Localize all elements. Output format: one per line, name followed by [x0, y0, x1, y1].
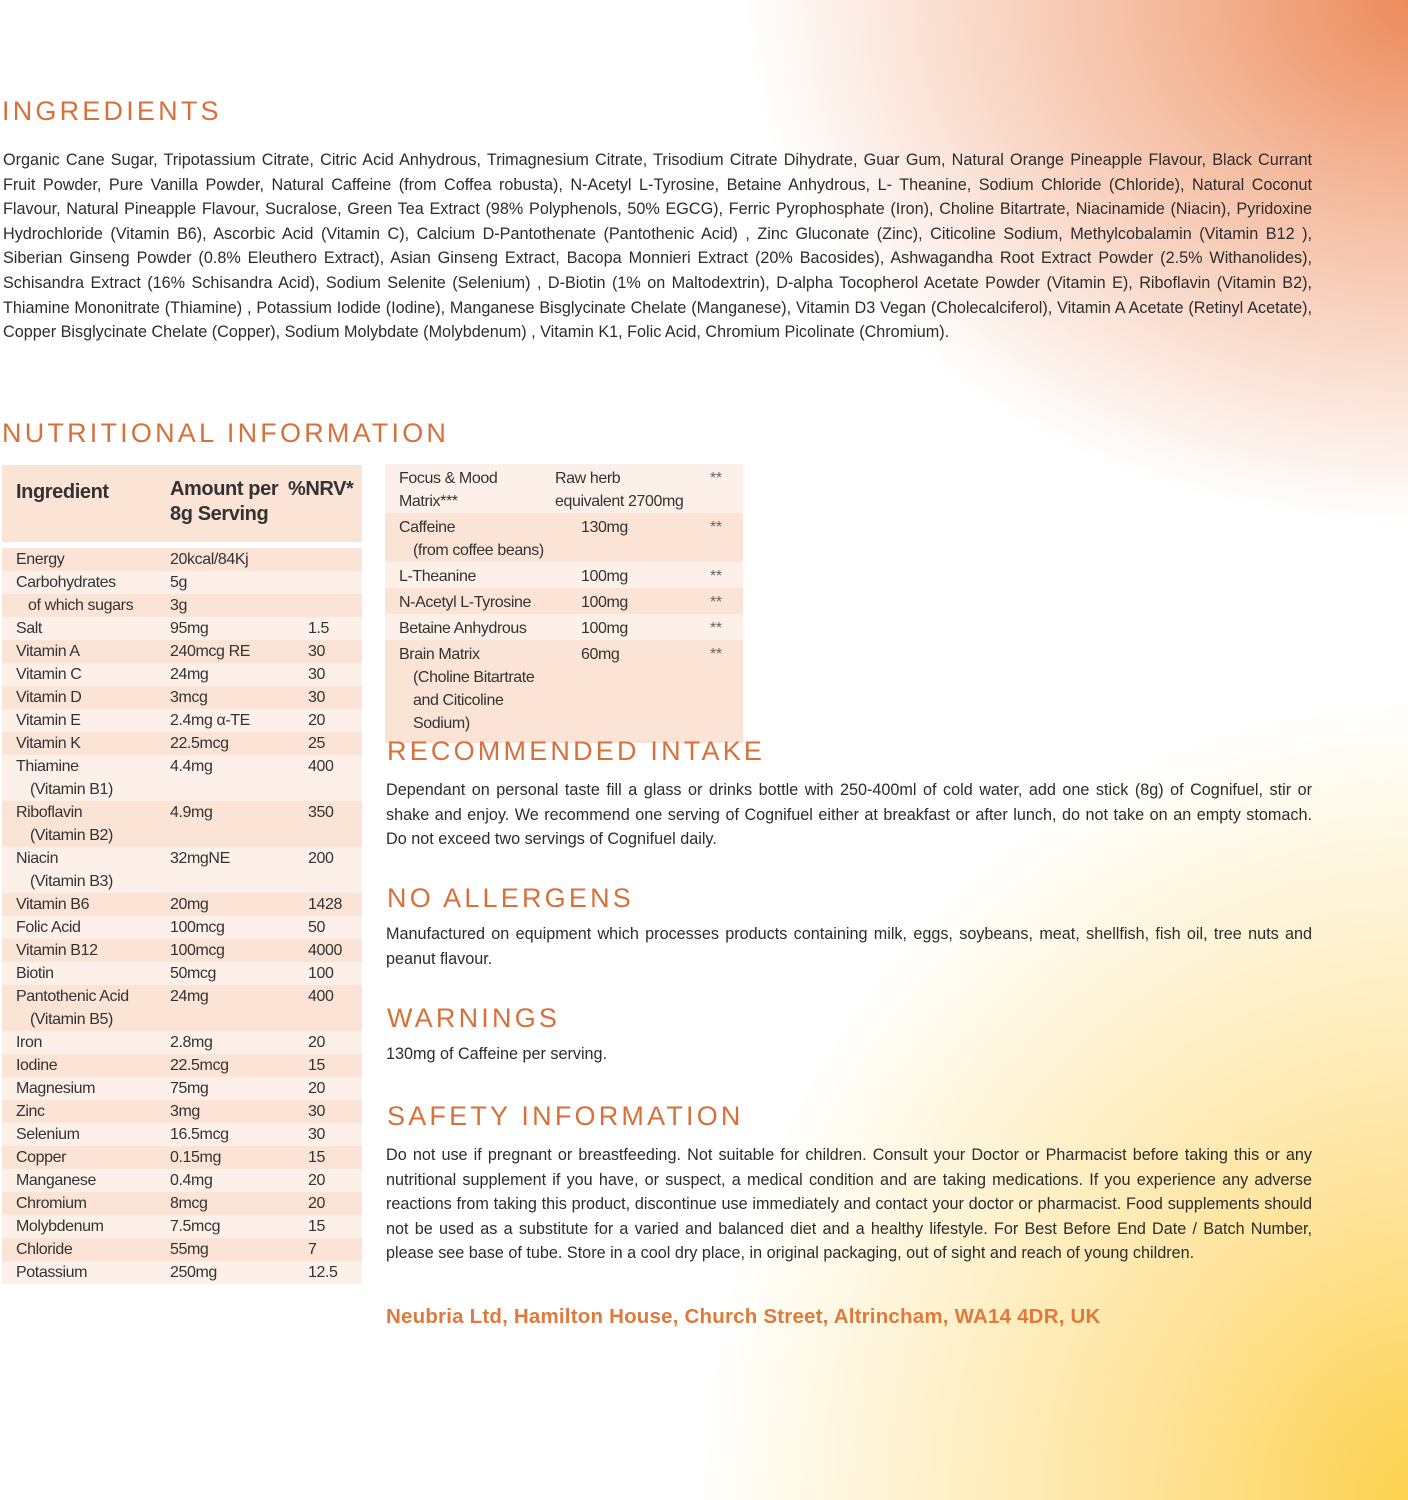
intake-heading: RECOMMENDED INTAKE	[387, 736, 766, 766]
table-cell	[2, 985, 170, 1031]
safety-heading: SAFETY INFORMATION	[387, 1101, 744, 1131]
table-cell	[385, 640, 555, 743]
nutrient-name: Molybdenum	[16, 1218, 104, 1235]
nutrient-name: Selenium	[16, 1126, 80, 1143]
table-cell: 3g	[170, 594, 288, 617]
table-cell: 20	[288, 709, 362, 732]
table-row	[2, 755, 362, 801]
matrix-amount: 60mg	[581, 646, 620, 663]
matrix-row	[385, 614, 743, 640]
nutrient-name: Vitamin B6	[16, 896, 90, 913]
table-cell: 22.5mcg	[170, 732, 288, 755]
table-cell: 30	[288, 640, 362, 663]
table-cell: **	[700, 464, 743, 513]
nutrient-name: Copper	[16, 1149, 67, 1166]
ingredients-heading: INGREDIENTS	[2, 96, 222, 126]
nutrient-name: Potassium	[16, 1264, 88, 1281]
table-cell: 1428	[288, 893, 362, 916]
table-row	[2, 847, 362, 893]
table-cell: 7	[288, 1238, 362, 1261]
table-cell	[2, 847, 170, 893]
table-cell	[2, 1261, 170, 1284]
table-cell: 50	[288, 916, 362, 939]
table-row	[2, 640, 362, 663]
table-cell	[555, 562, 700, 588]
table-cell: 32mgNE	[170, 847, 288, 893]
table-cell	[385, 588, 555, 614]
table-row	[2, 1215, 362, 1238]
table-cell: 12.5	[288, 1261, 362, 1284]
table-row	[2, 594, 362, 617]
table-cell: 20	[288, 1031, 362, 1054]
table-row	[2, 1054, 362, 1077]
matrix-amount: Raw herb	[555, 470, 621, 487]
table-cell: 5g	[170, 571, 288, 594]
table-cell: 2.8mg	[170, 1031, 288, 1054]
nutrient-subname: (Vitamin B1)	[30, 781, 113, 798]
table-row	[2, 1077, 362, 1100]
table-cell: 30	[288, 686, 362, 709]
table-cell: 50mcg	[170, 962, 288, 985]
table-cell: 200	[288, 847, 362, 893]
table-cell	[2, 571, 170, 594]
table-cell: 100mcg	[170, 916, 288, 939]
table-cell: 4000	[288, 939, 362, 962]
table-cell: **	[700, 513, 743, 562]
table-cell	[2, 709, 170, 732]
nutrient-name: Iron	[16, 1034, 42, 1051]
table-cell: 250mg	[170, 1261, 288, 1284]
nutrient-name: Vitamin D	[16, 689, 82, 706]
company-address: Neubria Ltd, Hamilton House, Church Street, Altrincham, WA14 4DR, UK	[386, 1305, 1101, 1328]
table-cell	[2, 594, 170, 617]
table-row	[2, 939, 362, 962]
nutrient-subname: (Vitamin B5)	[30, 1011, 113, 1028]
table-cell: 7.5mcg	[170, 1215, 288, 1238]
table-cell	[385, 513, 555, 562]
table-cell: 0.4mg	[170, 1169, 288, 1192]
table-cell: 24mg	[170, 985, 288, 1031]
matrix-amount: 130mg	[581, 519, 628, 536]
table-cell	[2, 617, 170, 640]
table-cell: %NRV*	[288, 465, 362, 542]
table-cell: Amount per 8g Serving	[170, 465, 288, 542]
matrix-subname: and Citicoline Sodium)	[413, 692, 504, 732]
table-cell	[2, 916, 170, 939]
matrix-amount: 100mg	[581, 620, 628, 637]
table-header	[2, 465, 362, 542]
table-row	[2, 732, 362, 755]
intake-text: Dependant on personal taste fill a glass or drinks bottle with 250-400ml of cold water, add one stick (8g) of Cognifuel, stir or shake and enjoy. We recommend one serving of Cognifuel either at breakfast or after lunch, do not take on an empty stomach. Do not exceed two servings of Cognifuel daily.	[386, 781, 1312, 849]
warnings-text: 130mg of Caffeine per serving.	[386, 1045, 608, 1063]
table-cell: 95mg	[170, 617, 288, 640]
table-cell: **	[700, 562, 743, 588]
table-cell: 4.4mg	[170, 755, 288, 801]
nutrient-name: Thiamine	[16, 758, 79, 775]
table-cell	[2, 1100, 170, 1123]
nutrient-name: Zinc	[16, 1103, 45, 1120]
table-cell	[555, 614, 700, 640]
nutrient-name: Vitamin A	[16, 643, 80, 660]
table-cell: 15	[288, 1215, 362, 1238]
table-cell: **	[700, 614, 743, 640]
table-row	[2, 617, 362, 640]
nutrient-name: Folic Acid	[16, 919, 81, 936]
table-cell: 20kcal/84Kj	[170, 548, 288, 571]
nutrition-table	[2, 465, 362, 1284]
table-cell	[2, 801, 170, 847]
table-cell	[2, 1054, 170, 1077]
nutrient-name: Riboflavin	[16, 804, 83, 821]
table-cell: 25	[288, 732, 362, 755]
matrix-name: Focus & Mood	[399, 470, 498, 487]
table-cell	[2, 1031, 170, 1054]
ingredients-text: Organic Cane Sugar, Tripotassium Citrate, Citric Acid Anhydrous, Trimagnesium Citrate, Trisodium Citrate Dihydrate, Guar Gum, Natural Orange Pineapple Flavour, Black Currant Fruit Powder, Pure Vanilla Powder, Natural Caffeine (from Coffea robusta), N-Acetyl L-Tyrosine, Betaine Anhydrous, L- Theanine, Sodium Chloride (Chloride), Natural Coconut Flavour, Natural Pineapple Flavour, Sucralose, Green Tea Extract (98% Polyphenols, 50% EGCG), Ferric Pyrophosphate (Iron), Choline Bitartrate, Niacinamide (Niacin), Pyridoxine Hydrochloride (Vitamin B6), Ascorbic Acid (Vitamin C), Calcium D-Pantothenate (Pantothenic Acid) , Zinc Gluconate (Zinc), Citicoline Sodium, Methylcobalamin (Vitamin B12 ), Siberian Ginseng Powder (0.8% Eleuthero Extract), Asian Ginseng Extract, Bacopa Monnieri Extract (20% Bacosides), Ashwagandha Root Extract Powder (2.5% Withanolides), Schisandra Extract (16% Schisandra Acid), Sodium Selenite (Selenium) , D-Biotin (1% on Maltodextrin), D-alpha Tocopherol Acetate Powder (Vitamin E), Riboflavin (Vitamin B2), Thiamine Mononitrate (Thiamine) , Potassium Iodide (Iodine), Manganese Bisglycinate Chelate (Manganese), Vitamin D3 Vegan (Cholecalciferol), Vitamin A Acetate (Retinyl Acetate), Copper Bisglycinate Chelate (Copper), Sodium Molybdate (Molybdenum) , Vitamin K1, Folic Acid, Chromium Picolinate (Chromium).	[3, 151, 1312, 342]
nutrient-name: Niacin	[16, 850, 59, 867]
table-cell	[2, 1146, 170, 1169]
matrix-row	[385, 513, 743, 562]
matrix-row	[385, 640, 743, 743]
table-cell: **	[700, 640, 743, 743]
table-cell	[2, 962, 170, 985]
table-row	[2, 1031, 362, 1054]
table-cell: 1.5	[288, 617, 362, 640]
matrix-amount: equivalent 2700mg	[555, 493, 684, 510]
table-cell: 20	[288, 1169, 362, 1192]
matrix-row	[385, 562, 743, 588]
table-cell: 22.5mcg	[170, 1054, 288, 1077]
table-row	[2, 571, 362, 594]
table-cell	[288, 594, 362, 617]
table-cell: 75mg	[170, 1077, 288, 1100]
table-cell: 20	[288, 1192, 362, 1215]
matrix-subname: (Choline Bitartrate	[413, 669, 535, 686]
matrix-subname: Matrix***	[399, 493, 458, 510]
table-row	[2, 985, 362, 1031]
table-cell: 20	[288, 1077, 362, 1100]
table-row	[2, 1123, 362, 1146]
nutrient-name: Vitamin K	[16, 735, 81, 752]
table-row	[2, 1238, 362, 1261]
nutrient-name: of which sugars	[28, 597, 134, 614]
matrix-row	[385, 464, 743, 513]
table-cell: 20mg	[170, 893, 288, 916]
table-cell: 3mg	[170, 1100, 288, 1123]
table-cell	[385, 464, 555, 513]
table-row	[2, 548, 362, 571]
nutrient-name: Manganese	[16, 1172, 97, 1189]
matrix-name: Betaine Anhydrous	[399, 620, 527, 637]
table-cell	[2, 1169, 170, 1192]
table-cell: 100mcg	[170, 939, 288, 962]
table-cell	[2, 1215, 170, 1238]
table-cell	[2, 1192, 170, 1215]
table-cell	[385, 614, 555, 640]
matrix-subname: (from coffee beans)	[413, 542, 544, 559]
table-cell	[2, 1077, 170, 1100]
table-cell	[555, 640, 700, 743]
table-cell: 240mcg RE	[170, 640, 288, 663]
table-row	[2, 686, 362, 709]
table-cell	[288, 571, 362, 594]
table-cell: Ingredient	[2, 465, 170, 542]
table-cell	[2, 548, 170, 571]
table-row	[2, 893, 362, 916]
allergens-heading: NO ALLERGENS	[387, 883, 634, 913]
table-row	[2, 1169, 362, 1192]
matrix-name: Brain Matrix	[399, 646, 480, 663]
table-cell: 15	[288, 1054, 362, 1077]
table-row	[2, 1100, 362, 1123]
nutrient-name: Vitamin E	[16, 712, 81, 729]
table-cell	[555, 513, 700, 562]
table-cell	[2, 640, 170, 663]
nutrient-name: Magnesium	[16, 1080, 96, 1097]
table-cell	[2, 893, 170, 916]
nutrient-name: Iodine	[16, 1057, 58, 1074]
table-cell: 8mcg	[170, 1192, 288, 1215]
table-row	[2, 1192, 362, 1215]
table-row	[2, 1261, 362, 1284]
table-cell: 30	[288, 1123, 362, 1146]
warnings-heading: WARNINGS	[387, 1003, 561, 1033]
table-cell	[2, 686, 170, 709]
table-row	[2, 916, 362, 939]
nutrient-name: Salt	[16, 620, 42, 637]
matrix-row	[385, 588, 743, 614]
nutrient-name: Energy	[16, 551, 65, 568]
table-row	[2, 1146, 362, 1169]
matrix-amount: 100mg	[581, 568, 628, 585]
allergens-text: Manufactured on equipment which processes products containing milk, eggs, soybeans, meat, shellfish, fish oil, tree nuts and peanut flavour.	[386, 925, 1312, 968]
table-cell: 24mg	[170, 663, 288, 686]
table-cell: 400	[288, 985, 362, 1031]
table-cell	[2, 939, 170, 962]
nutrition-heading: NUTRITIONAL INFORMATION	[2, 418, 450, 448]
nutrient-subname: (Vitamin B2)	[30, 827, 113, 844]
nutrient-name: Carbohydrates	[16, 574, 116, 591]
table-cell	[2, 1123, 170, 1146]
table-cell: 3mcg	[170, 686, 288, 709]
nutrient-name: Pantothenic Acid	[16, 988, 129, 1005]
table-cell: 2.4mg α-TE	[170, 709, 288, 732]
nutrient-name: Chromium	[16, 1195, 87, 1212]
table-cell	[2, 663, 170, 686]
table-cell	[385, 562, 555, 588]
matrix-name: Caffeine	[399, 519, 456, 536]
table-row	[2, 962, 362, 985]
nutrient-name: Vitamin B12	[16, 942, 98, 959]
table-row	[2, 663, 362, 686]
table-cell: 350	[288, 801, 362, 847]
table-cell: 0.15mg	[170, 1146, 288, 1169]
table-cell	[2, 755, 170, 801]
table-cell: 100	[288, 962, 362, 985]
nutrient-name: Vitamin C	[16, 666, 82, 683]
table-cell	[2, 1238, 170, 1261]
table-row	[2, 709, 362, 732]
table-cell	[288, 548, 362, 571]
table-cell: **	[700, 588, 743, 614]
matrix-amount: 100mg	[581, 594, 628, 611]
table-cell	[555, 588, 700, 614]
nutrient-name: Chloride	[16, 1241, 73, 1258]
table-cell: 4.9mg	[170, 801, 288, 847]
table-cell: 15	[288, 1146, 362, 1169]
table-cell	[555, 464, 700, 513]
nutrient-subname: (Vitamin B3)	[30, 873, 113, 890]
table-cell: 55mg	[170, 1238, 288, 1261]
matrix-name: N-Acetyl L-Tyrosine	[399, 594, 531, 611]
table-cell	[2, 732, 170, 755]
table-cell: 30	[288, 1100, 362, 1123]
table-cell: 30	[288, 663, 362, 686]
table-cell: 400	[288, 755, 362, 801]
safety-text: Do not use if pregnant or breastfeeding. Not suitable for children. Consult your Doctor or Pharmacist before taking this or any nutritional supplement if you have, or suspect, a medical condition and are taking medications. If you experience any adverse reactions from taking this product, discontinue use immediately and contact your doctor or pharmacist. Food supplements should not be used as a substitute for a varied and balanced diet and a healthy lifestyle. For Best Before End Date / Batch Number, please see base of tube. Store in a cool dry place, in original packaging, out of sight and reach of young children.	[386, 1146, 1312, 1263]
matrix-name: L-Theanine	[399, 568, 476, 585]
table-row	[2, 801, 362, 847]
matrix-table	[385, 464, 743, 743]
table-cell: 16.5mcg	[170, 1123, 288, 1146]
nutrient-name: Biotin	[16, 965, 54, 982]
